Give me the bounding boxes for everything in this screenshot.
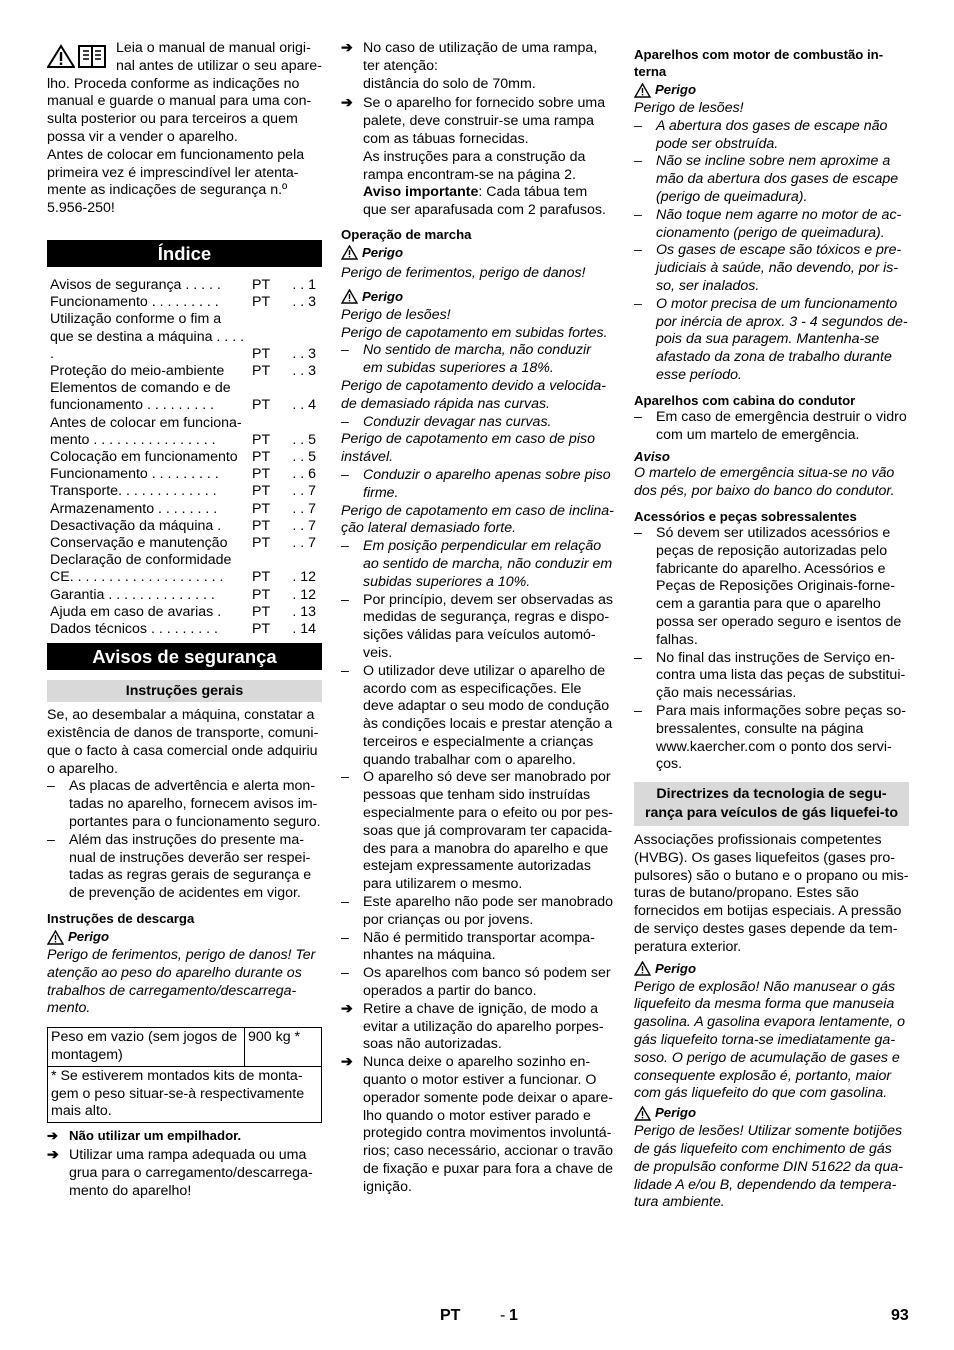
footer-dash: - <box>500 1307 506 1324</box>
tip-slopes: Perigo de capotamento em subidas fortes. <box>341 324 608 341</box>
toc-row[interactable] <box>47 552 322 586</box>
tip-slopes-item: – No sentido de marcha, não conduzir em subidas superiores a 18%. <box>341 342 614 378</box>
column-middle <box>341 40 614 1197</box>
toc-lang: PT <box>252 569 271 586</box>
danger-label: Perigo <box>655 960 697 976</box>
important-text: : Cada tábua tem que ser aparafusada com 2 parafusos. <box>363 184 606 219</box>
column-right <box>634 40 909 1212</box>
pallet-instructions: As instruções para a construção da rampa encontram-se na página 2. <box>363 148 586 183</box>
toc-row[interactable] <box>47 415 322 449</box>
important-label: Aviso importante <box>363 184 479 201</box>
general-paragraph: Se, ao desembalar a máquina, constatar a existência de danos de transporte, comuni-que o facto à casa comercial onde adquiriu o aparelho. <box>47 707 319 777</box>
toc-lang: PT <box>252 483 271 500</box>
warning-triangle-icon <box>634 83 651 98</box>
index-title: Índice <box>47 240 322 267</box>
toc-row[interactable] <box>47 621 322 638</box>
toc-page: . . 5 <box>292 449 316 465</box>
safety-title: Avisos de segurança <box>47 643 322 670</box>
weight-table <box>47 1027 322 1123</box>
toc-label: Proteção do meio-ambiente <box>50 362 225 379</box>
toc-page: . . 3 <box>292 294 316 311</box>
gas-warning-2: Perigo de lesões! Utilizar somente botijões de gás liquefeito com enchimento de gás de propulsão conforme DIN 51622 da qua-lidade A e/ou B, dependendo da tempera-tura ambiente. <box>634 1123 903 1211</box>
gas-warning-1: Perigo de explosão! Não manusear o gás liquefeito da mesma forma que manuseia gasolina. A gasolina evapora lentamente, o gás liquefeito torna-se imediatamente ga-soso. O perigo de acumulação de gases e consequente explosão é, portanto, maior com gás liquefeito do que com gasolina. <box>634 978 906 1102</box>
rule-item: – O aparelho só deve ser manobrado por pessoas que tenham sido instruídas especialmente para o efeito ou por pes-soas que já comprovaram ter capacida-des para a manobra do aparelho e que estejam expressamente autorizadas para utilizarem o mesmo. <box>341 769 614 894</box>
toc-row[interactable] <box>47 518 322 535</box>
rule-item: – Os aparelhos com banco só podem ser operados a partir do banco. <box>341 965 614 1001</box>
toc-page: . . 1 <box>292 276 316 293</box>
action-text: Nunca deixe o aparelho sozinho en-quanto o motor estiver a funcionar. O operador somente pode deixar o apare-lho quando o motor estiver parado e protegido contra movimentos involuntá-rios; caso necessário, accionar o travão de fixação e puxar para fora a chave de ignição. <box>363 1054 614 1195</box>
toc-label: Garantia . . . . . . . . . . . . . . <box>50 586 215 603</box>
arrow-right-icon: ➔ <box>47 1128 59 1144</box>
notice-text: O martelo de emergência situa-se no vão dos pés, por baixo do banco do condutor. <box>634 465 895 500</box>
toc-page: . 12 <box>292 586 316 603</box>
ramp-use <box>47 1147 322 1200</box>
toc-page: . . 4 <box>292 397 316 414</box>
footer-section-number: 1 <box>509 1307 518 1324</box>
toc-lang: PT <box>252 397 271 414</box>
danger-label: Perigo <box>362 245 404 261</box>
intro-paragraph-2: Antes de colocar em funcionamento pela primeira vez é imprescindível ler atenta-mente as indicações de segurança n.º 5.956-250! <box>47 146 305 217</box>
toc-row[interactable] <box>47 587 322 604</box>
warning-triangle-icon <box>634 961 651 976</box>
danger-label: Perigo <box>655 1105 697 1121</box>
toc-lang: PT <box>252 362 271 379</box>
gas-paragraph: Associações profissionais competentes (HVBG). Os gases liquefeitos (gases pro-pulsores) são o butano e o propano ou mis-turas de butano/propano. Estes são fornecidos em botijas especiais. A pressão de serviço destes gases depende da tem-peratura exterior. <box>634 832 909 955</box>
toc-row[interactable] <box>47 466 322 483</box>
operation-title: Operação de marcha <box>341 226 472 242</box>
accessories-item: – Só devem ser utilizados acessórios e peças de reposição autorizadas pelo fabricante do aparelho. Acessórios e Peças de Reposições Originais-forne-cem a garantia para que o aparelho possa ser operado seguro e isentos de falhas. <box>634 525 909 650</box>
column-left <box>47 40 322 1200</box>
combustion-danger <box>634 80 909 100</box>
toc-page: . . 3 <box>292 345 316 362</box>
toc-lang: PT <box>252 294 271 311</box>
toc-page: . . 7 <box>292 500 316 517</box>
arrow-right-icon: ➔ <box>341 40 353 56</box>
ramp-note-text: No caso de utilização de uma rampa, ter atenção: <box>363 40 598 74</box>
toc-page: . . 5 <box>292 431 316 448</box>
toc-row[interactable] <box>47 501 322 518</box>
tip-floor-item: – Conduzir o aparelho apenas sobre piso firme. <box>341 467 614 503</box>
weight-value: 900 kg * <box>245 1028 322 1067</box>
toc-row[interactable] <box>47 363 322 380</box>
toc-label: Antes de colocar em funciona-mento . . . . . . . . . . . . . . . . <box>50 414 242 448</box>
unload-danger <box>47 927 322 947</box>
toc-label: Declaração de conformidade CE. . . . . . . . . . . . . . . . . . . . <box>50 552 232 586</box>
toc-page: . . 3 <box>292 362 316 379</box>
warning-triangle-icon <box>47 44 75 69</box>
tip-side-item: – Em posição perpendicular em relação ao sentido de marcha, não conduzir em subidas superiores a 10%. <box>341 538 614 591</box>
cabin-title: Aparelhos com cabina do condutor <box>634 392 856 408</box>
toc-lang: PT <box>252 586 271 603</box>
action-item <box>341 1054 614 1196</box>
manual-icons <box>47 44 107 69</box>
danger-label: Perigo <box>362 288 404 304</box>
toc-page: . 13 <box>292 603 316 620</box>
danger-injury: Perigo de lesões! <box>341 306 451 323</box>
combustion-title: Aparelhos com motor de combustão in-terna <box>634 47 884 79</box>
no-forklift-text: Não utilizar um empilhador. <box>69 1128 242 1144</box>
toc-label: Ajuda em caso de avarias . <box>50 603 222 620</box>
tip-curves-item: – Conduzir devagar nas curvas. <box>341 414 614 432</box>
cabin-item: – Em caso de emergência destruir o vidro com um martelo de emergência. <box>634 409 909 445</box>
pallet-note <box>341 95 614 148</box>
tip-curves: Perigo de capotamento devido a velocida-de demasiado rápida nas curvas. <box>341 377 607 412</box>
arrow-right-icon: ➔ <box>341 95 353 112</box>
accessories-title: Acessórios e peças sobressalentes <box>634 508 857 524</box>
rule-item: – Por princípio, devem ser observadas as medidas de segurança, regras e dispo-sições válidas para veículos automó-veis. <box>341 592 614 663</box>
pallet-note-text: Se o aparelho for fornecido sobre uma palete, deve construir-se uma rampa com as tábuas fornecidas. <box>363 95 606 147</box>
tip-side: Perigo de capotamento em caso de inclina-ção lateral demasiado forte. <box>341 502 614 537</box>
arrow-right-icon: ➔ <box>341 1054 353 1071</box>
toc-page: . 12 <box>292 569 316 586</box>
rule-item: – Não é permitido transportar acompa-nhantes na máquina. <box>341 930 614 966</box>
toc-row[interactable] <box>47 277 322 294</box>
toc-row[interactable] <box>47 604 322 621</box>
warning-triangle-icon <box>634 1106 651 1121</box>
toc-page: . . 7 <box>292 535 316 552</box>
toc-lang: PT <box>252 500 271 517</box>
notice-label: Aviso <box>634 449 670 465</box>
ramp-distance: distância do solo de 70mm. <box>363 75 536 92</box>
arrow-right-icon: ➔ <box>341 1000 353 1017</box>
combustion-item: – A abertura dos gases de escape não pode ser obstruída. <box>634 118 909 154</box>
toc-lang: PT <box>252 621 271 638</box>
combustion-item: – Não toque nem agarre no motor de ac-cionamento (perigo de queimadura). <box>634 207 909 243</box>
toc-label: Elementos de comando e de funcionamento . . . . . . . . . <box>50 380 231 414</box>
accessories-item: – No final das instruções de Serviço en-contra uma lista das peças de substitui-ção mais necessárias. <box>634 650 909 703</box>
danger-label: Perigo <box>655 82 697 98</box>
footer-lang: PT <box>440 1307 461 1324</box>
action-text: Retire a chave de ignição, de modo a evitar a utilização do aparelho porpes-soas não autorizadas. <box>363 1000 604 1053</box>
no-forklift <box>47 1127 322 1145</box>
toc-label: Armazenamento . . . . . . . . <box>50 500 218 517</box>
unload-warning: Perigo de ferimentos, perigo de danos! Ter atenção ao peso do aparelho durante os trabalhos de carregamento/descarrega-mento. <box>47 947 316 1017</box>
danger-injury: Perigo de lesões! <box>634 100 744 116</box>
toc-label: Conservação e manutenção <box>50 535 228 552</box>
gas-danger-2 <box>634 1103 909 1123</box>
toc-lang: PT <box>252 345 271 362</box>
manual-book-icon <box>77 44 107 69</box>
ramp-use-text: Utilizar uma rampa adequada ou uma grua para o carregamento/descarrega-mento do aparelho! <box>69 1146 313 1199</box>
toc-page: . . 7 <box>292 483 316 500</box>
intro-line-2: nal antes de utilizar o seu apare- <box>116 57 322 74</box>
footer-page-number: 93 <box>891 1307 909 1324</box>
tip-floor: Perigo de capotamento em caso de piso instável. <box>341 431 595 466</box>
arrow-right-icon: ➔ <box>47 1146 59 1163</box>
operation-danger-1 <box>341 243 614 263</box>
operation-danger-2 <box>341 287 614 307</box>
combustion-item: – Não se incline sobre nem aproxime a mão da abertura dos gases de escape (perigo de queimadura). <box>634 153 909 206</box>
toc-label: Transporte. . . . . . . . . . . . . <box>50 483 217 500</box>
toc-label: Funcionamento . . . . . . . . . <box>50 466 219 483</box>
toc-lang: PT <box>252 276 271 293</box>
action-item <box>341 1001 614 1054</box>
accessories-item: – Para mais informações sobre peças so-bressalentes, consulte na página www.kaercher.com o ponto dos servi-ços. <box>634 703 909 774</box>
general-item-2: – Além das instruções do presente ma-nual de instruções deverão ser respei-tadas as regras gerais de segurança e de prevenção de acidentes em vigor. <box>47 832 322 903</box>
toc-row[interactable] <box>47 535 322 552</box>
general-item-1: – As placas de advertência e alerta mon-tadas no aparelho, fornecem avisos im-portantes para o funcionamento seguro. <box>47 778 322 831</box>
danger-injury-damage: Perigo de ferimentos, perigo de danos! <box>341 264 586 281</box>
weight-note: * Se estiverem montados kits de monta-gem o peso situar-se-à respectivamente mais alto. <box>48 1066 322 1122</box>
toc-lang: PT <box>252 535 271 552</box>
rule-item: – O utilizador deve utilizar o aparelho de acordo com as especificações. Ele deve adaptar o seu modo de condução às condições locais e prestar atenção a terceiros e especialmente a crianças quando trabalhar com o aparelho. <box>341 663 614 770</box>
table-of-contents <box>47 277 322 638</box>
toc-lang: PT <box>252 603 271 620</box>
ramp-note <box>341 40 614 76</box>
toc-row[interactable] <box>47 483 322 500</box>
toc-label: Funcionamento . . . . . . . . . <box>50 294 219 311</box>
general-instructions-title: Instruções gerais <box>47 680 322 702</box>
toc-row[interactable] <box>47 294 322 311</box>
intro-block <box>47 40 322 218</box>
toc-lang: PT <box>252 466 271 483</box>
danger-label: Perigo <box>68 929 110 945</box>
weight-label: Peso em vazio (sem jogos de montagem) <box>48 1028 245 1067</box>
toc-row[interactable] <box>47 449 322 466</box>
intro-rest: lho. Proceda conforme as indicações no manual e guarde o manual para uma con-sulta posterior ou para terceiros a quem possa vir a vender o aparelho. <box>47 75 312 145</box>
toc-label: Dados técnicos . . . . . . . . . <box>50 621 218 638</box>
toc-label: Avisos de segurança . . . . . <box>50 276 221 293</box>
toc-row[interactable] <box>47 380 322 414</box>
toc-lang: PT <box>252 431 271 448</box>
rule-item: – Este aparelho não pode ser manobrado por crianças ou por jovens. <box>341 894 614 930</box>
important-note <box>341 184 614 220</box>
warning-triangle-icon <box>47 930 64 945</box>
toc-label: Desactivação da máquina . <box>50 517 222 534</box>
toc-label: Colocação em funcionamento <box>50 449 238 465</box>
warning-triangle-icon <box>341 245 358 260</box>
intro-line-1: Leia o manual de manual origi- <box>116 40 311 56</box>
toc-lang: PT <box>252 449 271 465</box>
toc-row[interactable] <box>47 311 322 363</box>
toc-page: . . 7 <box>292 517 316 534</box>
toc-lang: PT <box>252 517 271 534</box>
combustion-item: – O motor precisa de um funcionamento por inércia de aprox. 3 - 4 segundos de-pois da sua paragem. Mantenha-se afastado da zona de trabalho durante esse período. <box>634 296 909 385</box>
unload-title: Instruções de descarga <box>47 911 195 926</box>
toc-label: Utilização conforme o fim a que se destina a máquina . . . . . <box>50 311 245 362</box>
combustion-item: – Os gases de escape são tóxicos e pre-judiciais à saúde, não devendo, por is-so, ser inalados. <box>634 242 909 295</box>
warning-triangle-icon <box>341 289 358 304</box>
toc-page: . . 6 <box>292 466 316 483</box>
toc-page: . 14 <box>292 621 316 638</box>
gas-danger-1 <box>634 959 909 979</box>
gas-title: Directrizes da tecnologia de segu-rança para veículos de gás liquefei-to <box>634 782 909 826</box>
